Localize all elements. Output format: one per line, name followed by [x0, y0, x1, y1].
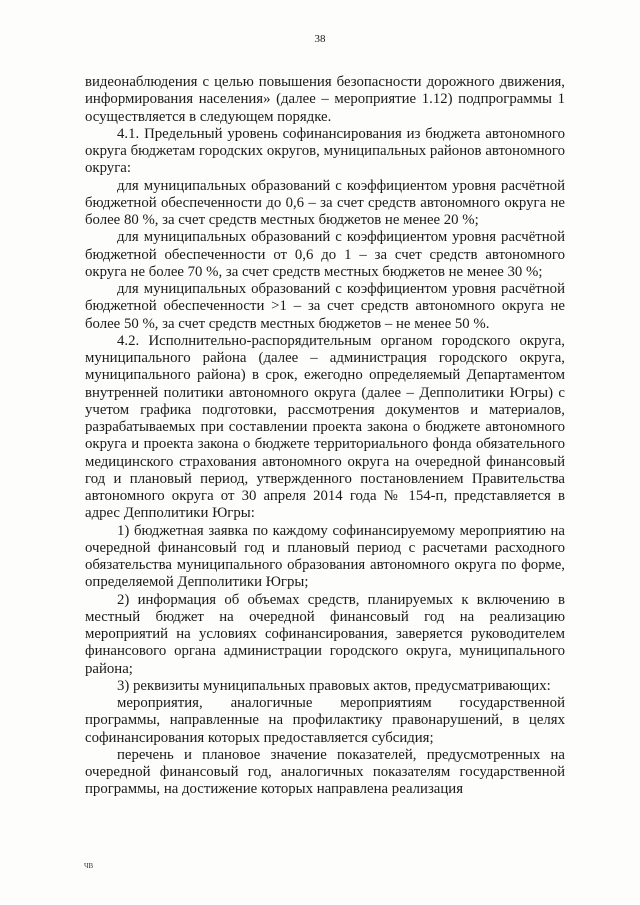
paragraph-coefficient-up-to-0-6: для муниципальных образований с коэффициентом уровня расчётной бюджетной обеспеченности до 0,6 – за счет средств автономного округа не более 80 %, за счет средств местных бюджетов не менее 20 %; — [85, 177, 565, 228]
paragraph-4-2: 4.2. Исполнительно-распорядительным органом городского округа, муниципального района (далее – администрация городского округа, муниципального района) в срок, ежегодно определяемый Департаментом внутренней политики автономного округа (далее – Депполитики Югры) с учетом графика подготовки, рассмотрения документов и материалов, разрабатываемых при составлении проекта закона о бюджете автономного округа и проекта закона о бюджете территориального фонда обязательного медицинского страхования автономного округа на очередной финансовый год и плановый период, утвержденного постановлением Правительства автономного округа от 30 апреля 2014 года № 154-п, представляется в адрес Депполитики Югры: — [85, 332, 565, 522]
document-body — [85, 74, 565, 799]
list-item-1: 1) бюджетная заявка по каждому софинансируемому мероприятию на очередной финансовый год и плановый период с расчетами расходного обязательства муниципального образования автономного округа по форме, определяемой Депполитики Югры; — [85, 522, 565, 591]
paragraph-measures: мероприятия, аналогичные мероприятиям государственной программы, направленные на профилактику правонарушений, в целях софинансирования которых предоставляется субсидия; — [85, 695, 565, 746]
paragraph-coefficient-0-6-to-1: для муниципальных образований с коэффициентом уровня расчётной бюджетной обеспеченности от 0,6 до 1 – за счет средств автономного округа не более 70 %, за счет средств местных бюджетов не менее 30 %; — [85, 229, 565, 280]
paragraph-4-1: 4.1. Предельный уровень софинансирования из бюджета автономного округа бюджетам городских округов, муниципальных районов автономного округа: — [85, 125, 565, 177]
paragraph-continuation: видеонаблюдения с целью повышения безопасности дорожного движения, информирования населения» (далее – мероприятие 1.12) подпрограммы 1 осуществляется в следующем порядке. — [85, 74, 565, 125]
paragraph-coefficient-over-1: для муниципальных образований с коэффициентом уровня расчётной бюджетной обеспеченности >1 – за счет средств автономного округа не более 50 %, за счет средств местных бюджетов – не менее 50 %. — [85, 281, 565, 332]
page-number: 38 — [314, 33, 326, 45]
paragraph-indicators: перечень и плановое значение показателей, предусмотренных на очередной финансовый год, аналогичных показателям государственной программы, на достижение которых направлена реализация — [85, 746, 565, 798]
footer-mark: ЧВ — [84, 862, 94, 870]
list-item-3: 3) реквизиты муниципальных правовых актов, предусматривающих: — [117, 677, 551, 694]
list-item-2: 2) информация об объемах средств, планируемых к включению в местный бюджет на очередной финансовый год на реализацию мероприятий на условиях софинансирования, заверяется руководителем финансового органа администрации городского округа, муниципального района; — [85, 591, 565, 677]
